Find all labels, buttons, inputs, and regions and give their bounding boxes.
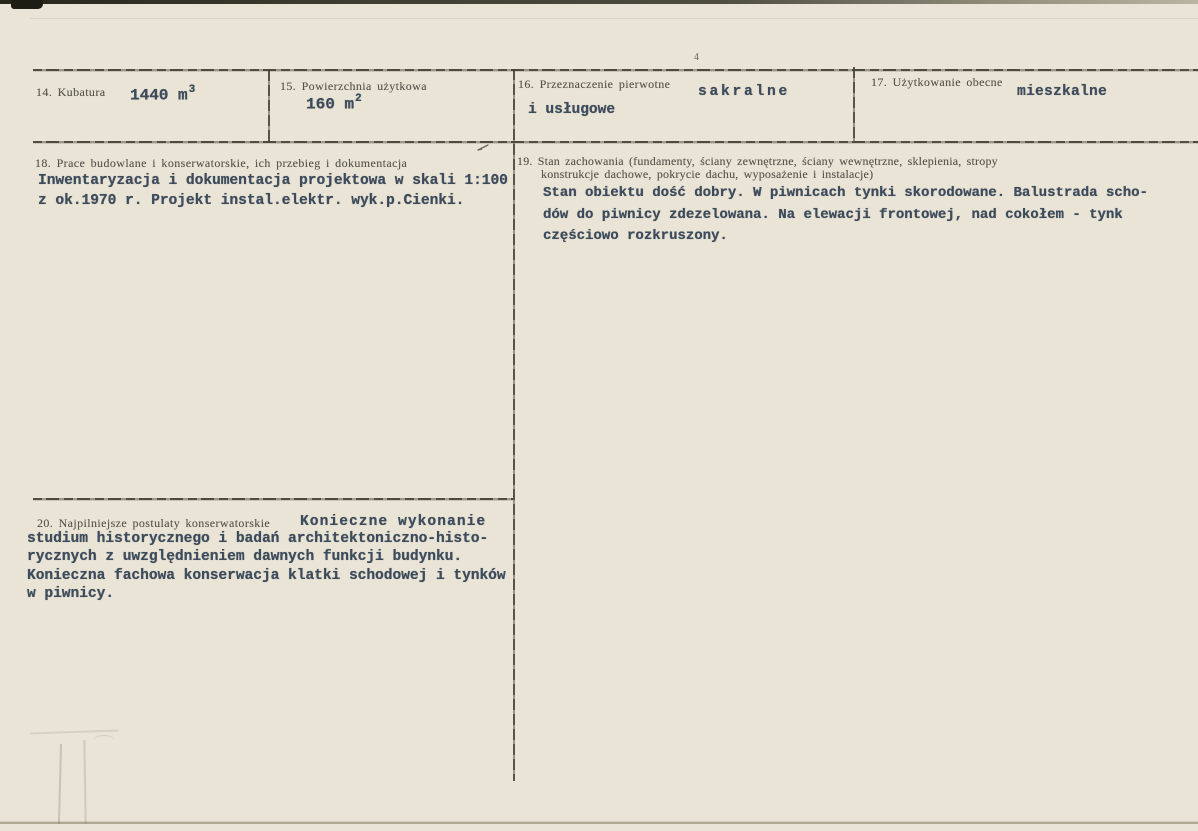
rule-divider-16-17 (853, 67, 855, 142)
section-19-line-1: Stan obiektu dość dobry. W piwnicach tynki skorodowane. Balustrada scho- (543, 185, 1148, 201)
field-14-value-sup: 3 (188, 84, 196, 96)
pencil-mark-horizontal (30, 729, 118, 734)
section-20-label: 20. Najpilniejsze postulaty konserwatorskie (37, 516, 271, 530)
field-17-label: 17. Użytkowanie obecne (871, 75, 1003, 89)
section-19-line-2: dów do piwnicy zdezelowana. Na elewacji frontowej, nad cokołem - tynk (543, 206, 1123, 223)
section-20-line-4: w piwnicy. (27, 586, 115, 603)
field-16-label: 16. Przeznaczenie pierwotne (518, 77, 671, 91)
field-17-value: mieszkalne (1017, 84, 1108, 100)
section-18-text (38, 171, 508, 211)
paper-streak (30, 18, 1198, 19)
section-18-label: 18. Prace budowlane i konserwatorskie, ich przebieg i dokumentacja (35, 156, 408, 170)
field-15-value (306, 90, 361, 114)
scan-corner-mark (11, 0, 43, 9)
field-16-value-line1: sakralne (698, 84, 791, 100)
section-18-line-2: z ok.1970 r. Projekt instal.elektr. wyk.p.Cienki. (38, 193, 465, 209)
field-15-value-text: 160 m (306, 95, 355, 114)
rule-divider-14-15 (268, 70, 270, 142)
section-20-line-1: studium historycznego i badań architektoniczno-histo- (27, 531, 489, 547)
rule-top-border (33, 69, 1198, 71)
field-14-value-text: 1440 m (130, 86, 188, 105)
field-14-label: 14. Kubatura (36, 85, 106, 99)
rule-section20-top (33, 498, 513, 500)
section-19-label-line2: konstrukcje dachowe, pokrycie dachu, wyposażenie i instalacje) (541, 167, 874, 181)
section-20-text (27, 530, 506, 604)
section-20-inline-value: Konieczne wykonanie (300, 514, 487, 530)
field-16-value-line2: i usługowe (528, 102, 616, 118)
section-19-label-line1: 19. Stan zachowania (fundamenty, ściany zewnętrzne, ściany wewnętrzne, sklepienia, stropy (517, 154, 998, 168)
pen-tick-mark (476, 143, 490, 153)
section-20-line-3: Konieczna fachowa konserwacja klatki schodowej i tynków (27, 567, 506, 584)
section-19-text (543, 183, 1148, 248)
rule-row1-bottom (33, 141, 1198, 143)
pencil-mark-arc (93, 735, 115, 748)
field-15-value-sup: 2 (355, 93, 362, 105)
section-19-line-3: częściowo rozkruszony. (543, 228, 728, 244)
scan-edge-top (0, 0, 1198, 4)
scan-edge-bottom (0, 822, 1198, 824)
field-15-label: 15. Powierzchnia użytkowa (280, 79, 427, 93)
pencil-mark-vertical-2 (83, 740, 86, 824)
rule-main-column-divider (513, 69, 515, 781)
stray-mark: 4 (694, 52, 699, 63)
section-18-line-1: Inwentaryzacja i dokumentacja projektowa w skali 1:100 (38, 173, 508, 189)
field-14-value (130, 81, 194, 105)
section-20-line-2: rycznych z uwzględnieniem dawnych funkcji budynku. (27, 549, 463, 566)
pencil-mark-vertical-1 (58, 744, 62, 824)
